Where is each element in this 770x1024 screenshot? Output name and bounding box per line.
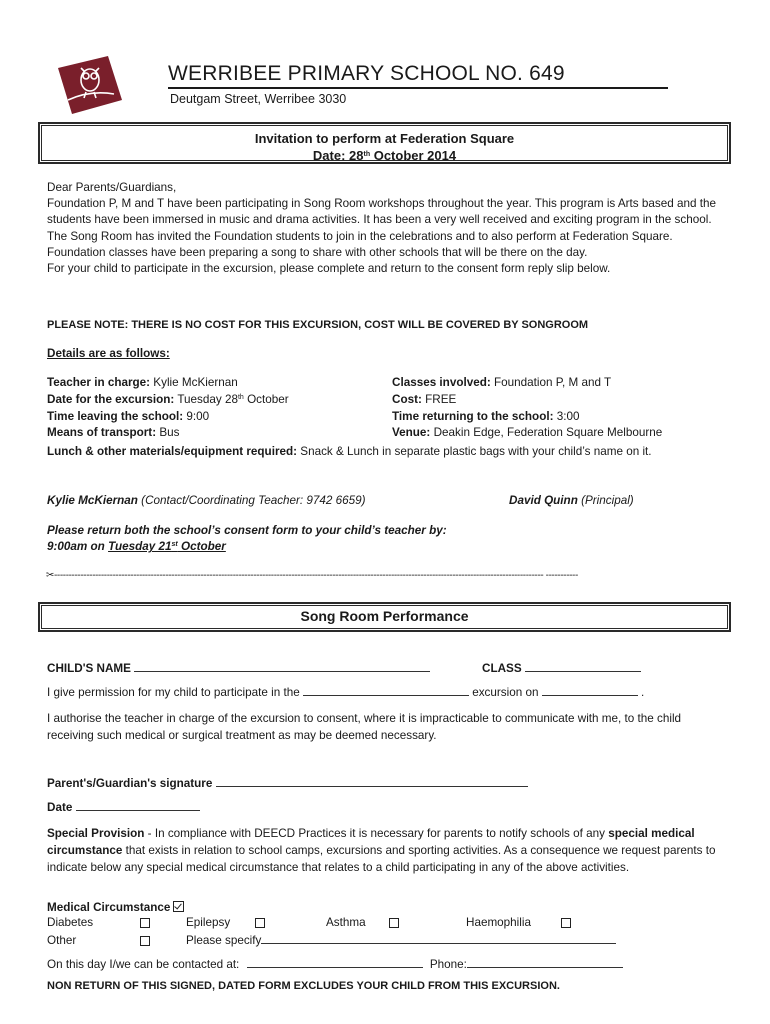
please-specify-row: Please specify (186, 933, 646, 949)
authorise-text: I authorise the teacher in charge of the excursion to consent, where it is impracticable to communicate with me, to the child receiving such medical or surgical treatment as may be deemed necessary. (47, 712, 682, 742)
child-name-label: CHILD'S NAME (47, 662, 131, 675)
date-row: Date (47, 800, 727, 816)
slip-title: Song Room Performance (300, 608, 469, 624)
non-return-warning: NON RETURN OF THIS SIGNED, DATED FORM EXCLUDES YOUR CHILD FROM THIS EXCURSION. (47, 980, 560, 992)
diabetes-label: Diabetes (47, 916, 94, 929)
signature-field[interactable] (216, 776, 528, 787)
child-name-field[interactable] (134, 661, 430, 672)
letter-paragraph-1: Foundation P, M and T have been participating in Song Room workshops throughout the year. This program is Arts based and the students have been immersed in music and drama activities. It has been a very well received and exciting program in the school. The Song Room has invited the Foundation students to join in the celebrations and to also perform at Federation Square. Foundation classes have been preparing a song to share with other schools that will be there on the day. (47, 197, 716, 259)
date-field[interactable] (76, 800, 200, 811)
no-cost-note: PLEASE NOTE: THERE IS NO COST FOR THIS EXCURSION, COST WILL BE COVERED BY SONGROOM (47, 319, 589, 331)
check-icon (173, 901, 184, 912)
time-returning: Time returning to the school: 3:00 (392, 409, 580, 423)
other-checkbox[interactable] (140, 936, 150, 946)
principal: David Quinn (Principal) (509, 494, 634, 507)
permission-row: I give permission for my child to participate in the excursion on . (47, 686, 645, 699)
asthma-checkbox[interactable] (389, 918, 399, 928)
asthma-label: Asthma (326, 916, 366, 929)
letter-paragraph-2: For your child to participate in the excursion, please complete and return to the consent form reply slip below. (47, 262, 611, 276)
slip-title-box (38, 602, 731, 632)
epilepsy-label: Epilepsy (186, 916, 231, 929)
haemophilia-label: Haemophilia (466, 916, 531, 929)
lunch-materials: Lunch & other materials/equipment required: Snack & Lunch in separate plastic bags with your child’s name on it. (47, 445, 652, 458)
epilepsy-checkbox[interactable] (255, 918, 265, 928)
letter-body (47, 180, 727, 277)
time-leaving: Time leaving the school: 9:00 (47, 409, 210, 423)
invitation-title: Invitation to perform at Federation Square (254, 131, 515, 146)
excursion-date: Date for the excursion: Tuesday 28th October (47, 392, 289, 406)
special-provision: Special Provision - In compliance with DEECD Practices it is necessary for parents to notify schools of any special medical circumstance that exists in relation to school camps, excursions and sporting activities. As a consequence we request parents to indicate below any special medical circumstance that relates to a child participating in any of the above activities. (47, 827, 716, 874)
venue: Venue: Deakin Edge, Federation Square Melbourne (392, 426, 663, 440)
greeting: Dear Parents/Guardians, (47, 181, 177, 194)
phone-field[interactable] (467, 957, 623, 968)
details-heading: Details are as follows: (47, 347, 170, 360)
class-label: CLASS (482, 662, 522, 675)
haemophilia-checkbox[interactable] (561, 918, 571, 928)
return-instructions: Please return both the school’s consent form to your child’s teacher by: 9:00am on Tuesday 21st October (47, 524, 447, 554)
class-row (482, 661, 732, 677)
other-label: Other (47, 934, 77, 947)
cost: Cost: FREE (392, 392, 457, 406)
means-of-transport: Means of transport: Bus (47, 426, 180, 440)
teacher-in-charge: Teacher in charge: Kylie McKiernan (47, 376, 238, 389)
school-logo (56, 54, 126, 118)
invitation-title-box (38, 122, 731, 164)
cut-line: ✂----------------------------------------------------------------------------------------------------------------------------------------------------------------------- ----------- (46, 570, 578, 581)
school-address: Deutgam Street, Werribee 3030 (170, 92, 347, 106)
classes-involved: Classes involved: Foundation P, M and T (392, 376, 612, 389)
details-right (392, 375, 732, 442)
excursion-date-field[interactable] (542, 685, 638, 696)
signature-row: Parent's/Guardian's signature (47, 776, 727, 792)
contact-teacher: Kylie McKiernan (Contact/Coordinating Teacher: 9742 6659) (47, 494, 366, 507)
medical-heading: Medical Circumstance (47, 900, 727, 916)
contact-field[interactable] (247, 957, 423, 968)
school-name: WERRIBEE PRIMARY SCHOOL NO. 649 (168, 62, 668, 89)
details-left (47, 375, 387, 442)
invitation-date: Date: 28th October 2014 (312, 148, 457, 163)
class-field[interactable] (525, 661, 641, 672)
excursion-name-field[interactable] (303, 685, 469, 696)
please-specify-field[interactable] (261, 933, 616, 944)
contact-row: On this day I/we can be contacted at: Phone: (47, 957, 727, 973)
diabetes-checkbox[interactable] (140, 918, 150, 928)
